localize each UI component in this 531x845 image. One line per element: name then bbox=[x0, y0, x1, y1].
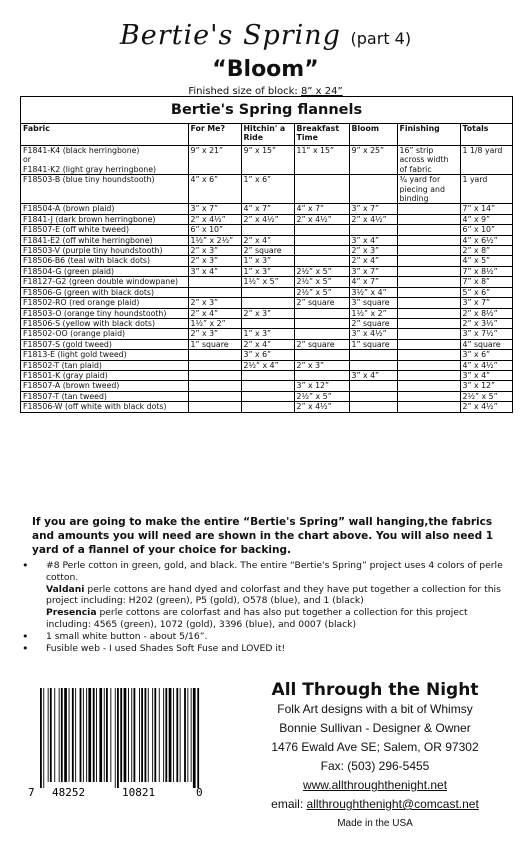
table-cell bbox=[241, 298, 294, 308]
table-cell bbox=[397, 308, 460, 318]
table-cell: 2” x 4” bbox=[241, 235, 294, 245]
table-cell bbox=[241, 402, 294, 412]
table-cell bbox=[241, 370, 294, 380]
company-address: 1476 Ewald Ave SE; Salem, OR 97302 bbox=[271, 740, 479, 754]
table-cell bbox=[349, 381, 397, 391]
title-text: Bertie's Spring bbox=[119, 20, 341, 51]
table-cell: 2” x 3” bbox=[188, 246, 241, 256]
table-cell: 3” x 4” bbox=[460, 370, 512, 380]
fabric-cell: F18502-RO (red orange plaid) bbox=[21, 298, 188, 308]
table-cell bbox=[349, 175, 397, 204]
table-row bbox=[21, 329, 512, 339]
table-cell: 1½” x 2½” bbox=[188, 235, 241, 245]
table-row bbox=[21, 287, 512, 297]
table-cell bbox=[294, 350, 349, 360]
table-cell: 9” x 15” bbox=[241, 146, 294, 175]
company-tagline: Folk Art designs with a bit of Whimsy bbox=[277, 702, 473, 716]
button-text: 1 small white button - about 5/16”. bbox=[46, 630, 208, 642]
fabric-cell: F18506-G (green with black dots) bbox=[21, 287, 188, 297]
table-cell: 4” x 6” bbox=[188, 175, 241, 204]
table-cell: 3” x 7” bbox=[349, 266, 397, 276]
block-name: “Bloom” bbox=[212, 57, 319, 82]
fabric-cell: F18503-V (purple tiny houndstooth) bbox=[21, 246, 188, 256]
email-link[interactable]: allthroughthenight@comcast.net bbox=[306, 797, 479, 811]
list-item bbox=[22, 643, 512, 655]
table-cell: 3” x 12” bbox=[294, 381, 349, 391]
column-header: Finishing bbox=[397, 124, 460, 146]
fabric-cell: F18507-A (brown tweed) bbox=[21, 381, 188, 391]
table-cell: 4” x 7” bbox=[294, 204, 349, 214]
table-cell bbox=[294, 318, 349, 328]
company-owner: Bonnie Sullivan - Designer & Owner bbox=[279, 721, 471, 735]
table-cell bbox=[241, 287, 294, 297]
fabric-cell: F18507-E (off white tweed) bbox=[21, 225, 188, 235]
table-cell: 1½” x 2” bbox=[188, 318, 241, 328]
table-cell: 2½” x 4” bbox=[241, 360, 294, 370]
table-cell: 3” x 4” bbox=[349, 235, 397, 245]
table-cell bbox=[294, 329, 349, 339]
table-row bbox=[21, 246, 512, 256]
fabric-cell: F18506-B6 (teal with black dots) bbox=[21, 256, 188, 266]
finished-size-label: Finished size of block: bbox=[188, 86, 298, 97]
table-row bbox=[21, 381, 512, 391]
table-cell: 2” square bbox=[294, 339, 349, 349]
table-cell bbox=[397, 287, 460, 297]
table-cell bbox=[188, 360, 241, 370]
table-cell bbox=[397, 298, 460, 308]
table-cell: 16” strip across width of fabric bbox=[397, 146, 460, 175]
finished-size-value: 8” x 24” bbox=[300, 86, 343, 97]
table-cell: 2” x 3” bbox=[349, 246, 397, 256]
table-cell: 4” x 5” bbox=[460, 256, 512, 266]
fabric-cell: F18502-T (tan plaid) bbox=[21, 360, 188, 370]
presencia-label: Presencia bbox=[46, 607, 97, 619]
table-cell bbox=[241, 381, 294, 391]
column-header: For Me? bbox=[188, 124, 241, 146]
table-cell bbox=[397, 266, 460, 276]
table-cell: 1” x 3” bbox=[241, 329, 294, 339]
table-cell bbox=[397, 339, 460, 349]
table-cell bbox=[397, 350, 460, 360]
table-cell: 1½” x 2” bbox=[349, 308, 397, 318]
table-cell: 2” square bbox=[349, 318, 397, 328]
table-row bbox=[21, 146, 512, 175]
table-row bbox=[21, 391, 512, 401]
table-cell bbox=[397, 318, 460, 328]
table-cell bbox=[397, 370, 460, 380]
table-row bbox=[21, 214, 512, 224]
presencia-note bbox=[46, 607, 512, 631]
table-cell bbox=[397, 360, 460, 370]
table-cell: 3” x 6” bbox=[241, 350, 294, 360]
fabric-cell: F18501-K (gray plaid) bbox=[21, 370, 188, 380]
table-cell: 5” x 6” bbox=[460, 287, 512, 297]
table-cell: 2” square bbox=[241, 246, 294, 256]
table-cell: 2” x 8½” bbox=[460, 308, 512, 318]
table-row bbox=[21, 360, 512, 370]
column-header: Fabric bbox=[21, 124, 188, 146]
table-cell bbox=[294, 256, 349, 266]
fabric-cell: F18504-A (brown plaid) bbox=[21, 204, 188, 214]
table-cell: 7” x 8” bbox=[460, 277, 512, 287]
table-cell: 2” x 4½” bbox=[349, 214, 397, 224]
table-cell: 6” x 10” bbox=[188, 225, 241, 235]
fabric-cell: F18507-T (tan tweed) bbox=[21, 391, 188, 401]
fabric-cell: F1841-E2 (off white herringbone) bbox=[21, 235, 188, 245]
table-cell bbox=[294, 370, 349, 380]
table-cell bbox=[397, 225, 460, 235]
barcode-digit-3: 10821 bbox=[122, 786, 156, 799]
table-cell: 1” square bbox=[349, 339, 397, 349]
table-cell: 3” x 6” bbox=[460, 350, 512, 360]
table-cell: 2½” x 5” bbox=[294, 277, 349, 287]
table-row bbox=[21, 204, 512, 214]
table-cell: 2” x 4” bbox=[349, 256, 397, 266]
fabric-cell: F1813-E (light gold tweed) bbox=[21, 350, 188, 360]
fabric-cell: F18506-S (yellow with black dots) bbox=[21, 318, 188, 328]
table-cell bbox=[188, 277, 241, 287]
email-label: email: bbox=[271, 797, 307, 811]
fabric-cell: F18127-G2 (green double windowpane) bbox=[21, 277, 188, 287]
company-name: All Through the Night bbox=[271, 680, 479, 700]
table-cell bbox=[397, 381, 460, 391]
table-cell bbox=[397, 402, 460, 412]
table-cell: 1” x 6” bbox=[241, 175, 294, 204]
table-cell: 2” x 4½” bbox=[241, 214, 294, 224]
bullet-icon: • bbox=[22, 629, 29, 643]
company-info bbox=[225, 680, 525, 833]
table-row bbox=[21, 339, 512, 349]
table-cell: ¾ yard for piecing and binding bbox=[397, 175, 460, 204]
table-cell bbox=[294, 235, 349, 245]
table-cell: 3” x 7½” bbox=[460, 329, 512, 339]
table-cell: 1” x 3” bbox=[241, 256, 294, 266]
table-cell: 2½” x 5” bbox=[294, 266, 349, 276]
barcode-digit-4: 0 bbox=[196, 786, 203, 799]
table-cell: 3” x 4½” bbox=[349, 329, 397, 339]
list-item bbox=[22, 560, 512, 631]
table-cell: 3” x 7” bbox=[460, 298, 512, 308]
table-cell: 4” square bbox=[460, 339, 512, 349]
barcode-digit-2: 48252 bbox=[52, 786, 86, 799]
table-cell: 2” x 4½” bbox=[294, 402, 349, 412]
table-cell: 1½” x 5” bbox=[241, 277, 294, 287]
table-body bbox=[21, 146, 512, 412]
table-cell bbox=[397, 204, 460, 214]
table-cell bbox=[188, 402, 241, 412]
table-cell: 6” x 10” bbox=[460, 225, 512, 235]
table-cell bbox=[349, 360, 397, 370]
column-header: Breakfast Time bbox=[294, 124, 349, 146]
table-cell: 2” x 8” bbox=[460, 246, 512, 256]
website-link[interactable]: www.allthroughthenight.net bbox=[302, 778, 448, 792]
table-cell bbox=[397, 391, 460, 401]
bullet-icon: • bbox=[22, 559, 29, 572]
column-header: Totals bbox=[460, 124, 512, 146]
table-row bbox=[21, 298, 512, 308]
table-row bbox=[21, 277, 512, 287]
table-cell bbox=[349, 350, 397, 360]
table-cell: 3” x 4” bbox=[349, 370, 397, 380]
valdani-text: perle cottons are hand dyed and colorfast and they have put together a collection for this project including: H202 (green), P5 (gold), O578 (blue), and 1 (black) bbox=[46, 583, 501, 607]
table-cell: 2” x 3” bbox=[188, 298, 241, 308]
barcode-digit-1: 7 bbox=[28, 786, 35, 799]
fabric-cell: F18503-B (blue tiny houndstooth) bbox=[21, 175, 188, 204]
column-header: Bloom bbox=[349, 124, 397, 146]
perle-cotton-text: #8 Perle cotton in green, gold, and black. The entire “Bertie's Spring” project uses 4 colors of perle cotton. bbox=[46, 560, 503, 583]
table-cell: 4” x 9” bbox=[460, 214, 512, 224]
table-cell: 2” x 3” bbox=[188, 329, 241, 339]
table-cell bbox=[188, 287, 241, 297]
table-row bbox=[21, 402, 512, 412]
fabric-cell: F18507-S (gold tweed) bbox=[21, 339, 188, 349]
table-cell bbox=[294, 246, 349, 256]
barcode bbox=[26, 688, 206, 800]
table-cell: 11” x 15” bbox=[294, 146, 349, 175]
fabric-cell: F1841-J (dark brown herringbone) bbox=[21, 214, 188, 224]
table-cell bbox=[188, 391, 241, 401]
table-cell: 2½” x 5” bbox=[294, 287, 349, 297]
table-cell bbox=[397, 277, 460, 287]
table-cell: 2” x 4” bbox=[188, 308, 241, 318]
fabric-cell: F18502-OO (orange plaid) bbox=[21, 329, 188, 339]
table-cell bbox=[397, 329, 460, 339]
table-cell: 3” x 4” bbox=[188, 266, 241, 276]
table-cell: 2” x 4½” bbox=[188, 214, 241, 224]
table-cell bbox=[397, 256, 460, 266]
table-cell: 7” x 8½” bbox=[460, 266, 512, 276]
made-in: Made in the USA bbox=[337, 818, 413, 829]
table-cell: 3” x 7” bbox=[188, 204, 241, 214]
table-cell: 2½” x 5” bbox=[294, 391, 349, 401]
table-cell: 3½” x 4” bbox=[349, 287, 397, 297]
valdani-note bbox=[46, 584, 512, 608]
table-cell bbox=[294, 175, 349, 204]
table-cell: 3” x 12” bbox=[460, 381, 512, 391]
table-cell: 2” x 3” bbox=[294, 360, 349, 370]
table-row bbox=[21, 235, 512, 245]
table-row bbox=[21, 318, 512, 328]
table-cell bbox=[397, 246, 460, 256]
table-cell bbox=[349, 225, 397, 235]
table-row bbox=[21, 308, 512, 318]
table-cell: 2” square bbox=[294, 298, 349, 308]
valdani-label: Valdani bbox=[46, 583, 85, 595]
column-header: Hitchin' a Ride bbox=[241, 124, 294, 146]
fusible-text: Fusible web - I used Shades Soft Fuse and LOVED it! bbox=[46, 642, 286, 654]
fabric-table bbox=[20, 96, 513, 413]
supply-list bbox=[22, 560, 512, 654]
table-cell: 2½” x 5” bbox=[460, 391, 512, 401]
table-cell: 3” square bbox=[349, 298, 397, 308]
fabric-cell: F18503-O (orange tiny houndstooth) bbox=[21, 308, 188, 318]
table-title: Bertie's Spring flannels bbox=[21, 97, 512, 124]
table-cell: 4” x 7” bbox=[241, 204, 294, 214]
table-cell: 4” x 4½” bbox=[460, 360, 512, 370]
table-cell bbox=[188, 350, 241, 360]
fabric-cell: F18504-G (green plaid) bbox=[21, 266, 188, 276]
table-cell: 1” x 3” bbox=[241, 266, 294, 276]
table-cell bbox=[188, 370, 241, 380]
table-cell bbox=[294, 225, 349, 235]
table-cell: 2” x 3” bbox=[241, 308, 294, 318]
fabric-cell: F1841-K4 (black herringbone) or F1841-K2 (light gray herringbone) bbox=[21, 146, 188, 175]
table-row bbox=[21, 175, 512, 204]
title-part: (part 4) bbox=[350, 29, 412, 48]
table-cell: 2” x 4” bbox=[241, 339, 294, 349]
table-cell bbox=[241, 318, 294, 328]
table-cell: 2” x 4½” bbox=[460, 402, 512, 412]
table-cell bbox=[294, 308, 349, 318]
table-cell: 4” x 6½” bbox=[460, 235, 512, 245]
table-cell bbox=[188, 381, 241, 391]
presencia-text: perle cottons are colorfast and has also put together a collection for this project including: 4565 (green), 1072 (gold), 3396 (blue), and 0007 (black) bbox=[46, 607, 468, 630]
table-cell: 1 yard bbox=[460, 175, 512, 204]
table-cell bbox=[349, 402, 397, 412]
table-cell bbox=[349, 391, 397, 401]
table-cell: 3” x 7” bbox=[349, 204, 397, 214]
table-row bbox=[21, 266, 512, 276]
table-cell: 2” x 4½” bbox=[294, 214, 349, 224]
bullet-icon: • bbox=[22, 641, 29, 655]
table-cell: 4” x 7” bbox=[349, 277, 397, 287]
list-item bbox=[22, 631, 512, 643]
table-row bbox=[21, 370, 512, 380]
fabric-cell: F18506-W (off white with black dots) bbox=[21, 402, 188, 412]
table-row bbox=[21, 256, 512, 266]
table-row bbox=[21, 350, 512, 360]
table-cell: 1 1/8 yard bbox=[460, 146, 512, 175]
table-cell: 7” x 14” bbox=[460, 204, 512, 214]
company-fax: Fax: (503) 296-5455 bbox=[320, 759, 430, 773]
table-cell: 2” x 3½” bbox=[460, 318, 512, 328]
table-cell: 2” x 3” bbox=[188, 256, 241, 266]
table-header-row bbox=[21, 124, 512, 146]
table-cell bbox=[397, 235, 460, 245]
intro-note: If you are going to make the entire “Bertie's Spring” wall hanging,the fabrics and amounts you will need are shown in the chart above. You will also need 1 yard of a flannel of your choice for backing. bbox=[32, 516, 494, 556]
table-row bbox=[21, 225, 512, 235]
table-cell: 9” x 21” bbox=[188, 146, 241, 175]
page-title bbox=[0, 20, 531, 51]
email-line bbox=[225, 795, 525, 814]
table-cell: 1” square bbox=[188, 339, 241, 349]
table-cell bbox=[397, 214, 460, 224]
table-cell bbox=[241, 225, 294, 235]
table-cell bbox=[241, 391, 294, 401]
table-cell: 9” x 25” bbox=[349, 146, 397, 175]
